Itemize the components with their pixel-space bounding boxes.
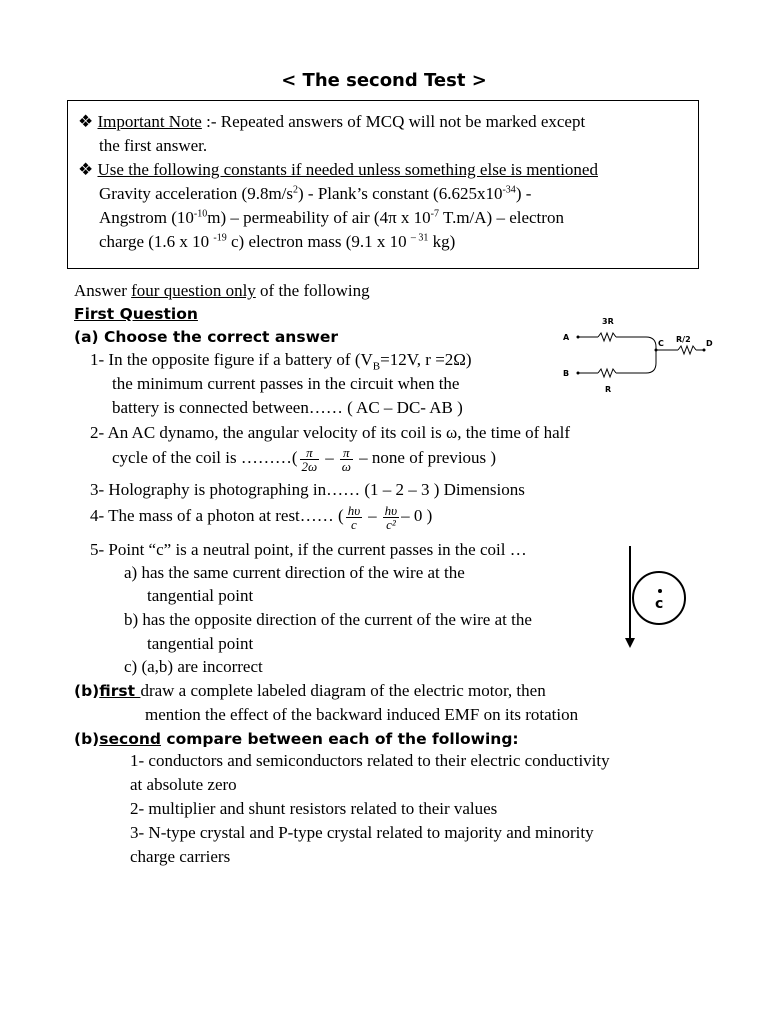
- intro-line: Answer four question only of the following: [74, 281, 370, 300]
- q1-line-2: the minimum current passes in the circuit when the: [112, 374, 460, 393]
- note-line-2: [78, 160, 598, 180]
- fraction: $\frac{h\upsilon}{c}$: [347, 502, 361, 532]
- label-b: B: [563, 369, 570, 378]
- constants-line-1: Gravity acceleration $(9.8m/s^2)$ - Plank’s constant $(6.625x10^{-34})$ -: [99, 184, 532, 203]
- label-3r: 3R: [602, 317, 614, 326]
- resistor-r: [598, 369, 616, 377]
- part-a-heading: (a) Choose the correct answer: [74, 328, 339, 346]
- current-arrow-icon: [625, 638, 635, 648]
- bullet-icon: ❖: [78, 160, 94, 179]
- label-d: D: [706, 339, 713, 348]
- q1-line-1: 1- In the opposite figure if a battery of ($V_B=12V$, r =2Ω): [90, 350, 472, 373]
- label-c: C: [658, 339, 664, 348]
- neutral-point: [658, 589, 662, 593]
- first-question-heading: First Question: [74, 305, 198, 323]
- q5-option-b-2: tangential point: [147, 634, 254, 653]
- q5-option-c: c) (a,b) are incorrect: [124, 657, 263, 676]
- resistor-r2: [678, 346, 696, 354]
- fraction: $\frac{\pi}{2\omega}$: [301, 444, 318, 474]
- compare-item-2: 2- multiplier and shunt resistors related to their values: [130, 799, 498, 818]
- q2-line-1: 2- An AC dynamo, the angular velocity of its coil is ω, the time of half: [90, 423, 571, 442]
- label-r: R: [605, 385, 612, 394]
- q3-line: 3- Holography is photographing in…… (1 – 2 – 3 ) Dimensions: [90, 480, 525, 499]
- circuit-diagram: [558, 312, 718, 396]
- q2-line-2: cycle of the coil is ………( $\frac{\pi}{2\omega}$ – $\frac{\pi}{\omega}$ – none of previous ): [112, 444, 497, 474]
- constants-heading: Use the following constants if needed unless something else is mentioned: [97, 160, 598, 179]
- fraction: $\frac{\pi}{\omega}$: [341, 444, 351, 474]
- compare-item-3-cont: charge carriers: [130, 847, 231, 866]
- b-first-line: (b)first draw a complete labeled diagram of the electric motor, then: [74, 681, 546, 700]
- note-text: :- Repeated answers of MCQ will not be marked except: [201, 112, 586, 131]
- note-label: Important Note: [97, 112, 202, 131]
- q1-line-3: battery is connected between…… ( AC – DC- AB ): [112, 398, 463, 417]
- q4-line: 4- The mass of a photon at rest…… ( $\frac{h\upsilon}{c}$ – $\frac{h\upsilon}{\text{c²}}$ – 0 ): [90, 502, 433, 532]
- note-line-1: [78, 112, 585, 132]
- q5-option-a-2: tangential point: [147, 586, 254, 605]
- label-r2: R/2: [676, 335, 691, 344]
- label-c-point: c: [655, 596, 664, 612]
- fraction: $\frac{h\upsilon}{\text{c²}}$: [384, 502, 398, 532]
- q5-option-b-1: b) has the opposite direction of the current of the wire at the: [124, 610, 532, 629]
- resistor-3r: [598, 333, 616, 341]
- b-second-line: (b)second compare between each of the following:: [74, 730, 519, 748]
- q5-option-a-1: a) has the same current direction of the wire at the: [124, 563, 465, 582]
- b-first-cont: mention the effect of the backward induced EMF on its rotation: [145, 705, 579, 724]
- compare-item-1-cont: at absolute zero: [130, 775, 237, 794]
- bullet-icon: ❖: [78, 112, 94, 131]
- page-title: < The second Test >: [281, 70, 487, 91]
- coil-diagram: [618, 540, 698, 652]
- compare-item-3: 3- N-type crystal and P-type crystal related to majority and minority: [130, 823, 594, 842]
- q5-line: 5- Point “c” is a neutral point, if the current passes in the coil …: [90, 540, 527, 559]
- constants-line-3: charge (1.6 x 10 $^{-19}$ c) electron mass (9.1 x 10 $^{- 31}$ kg): [99, 232, 456, 251]
- label-a: A: [563, 333, 570, 342]
- note-line-1-cont: the first answer.: [99, 136, 208, 155]
- constants-line-2: Angstrom $(10^{-10}m)$ – permeability of air (4π x $10^{-7}$ T.m/A) – electron: [99, 208, 564, 227]
- compare-item-1: 1- conductors and semiconductors related to their electric conductivity: [130, 751, 610, 770]
